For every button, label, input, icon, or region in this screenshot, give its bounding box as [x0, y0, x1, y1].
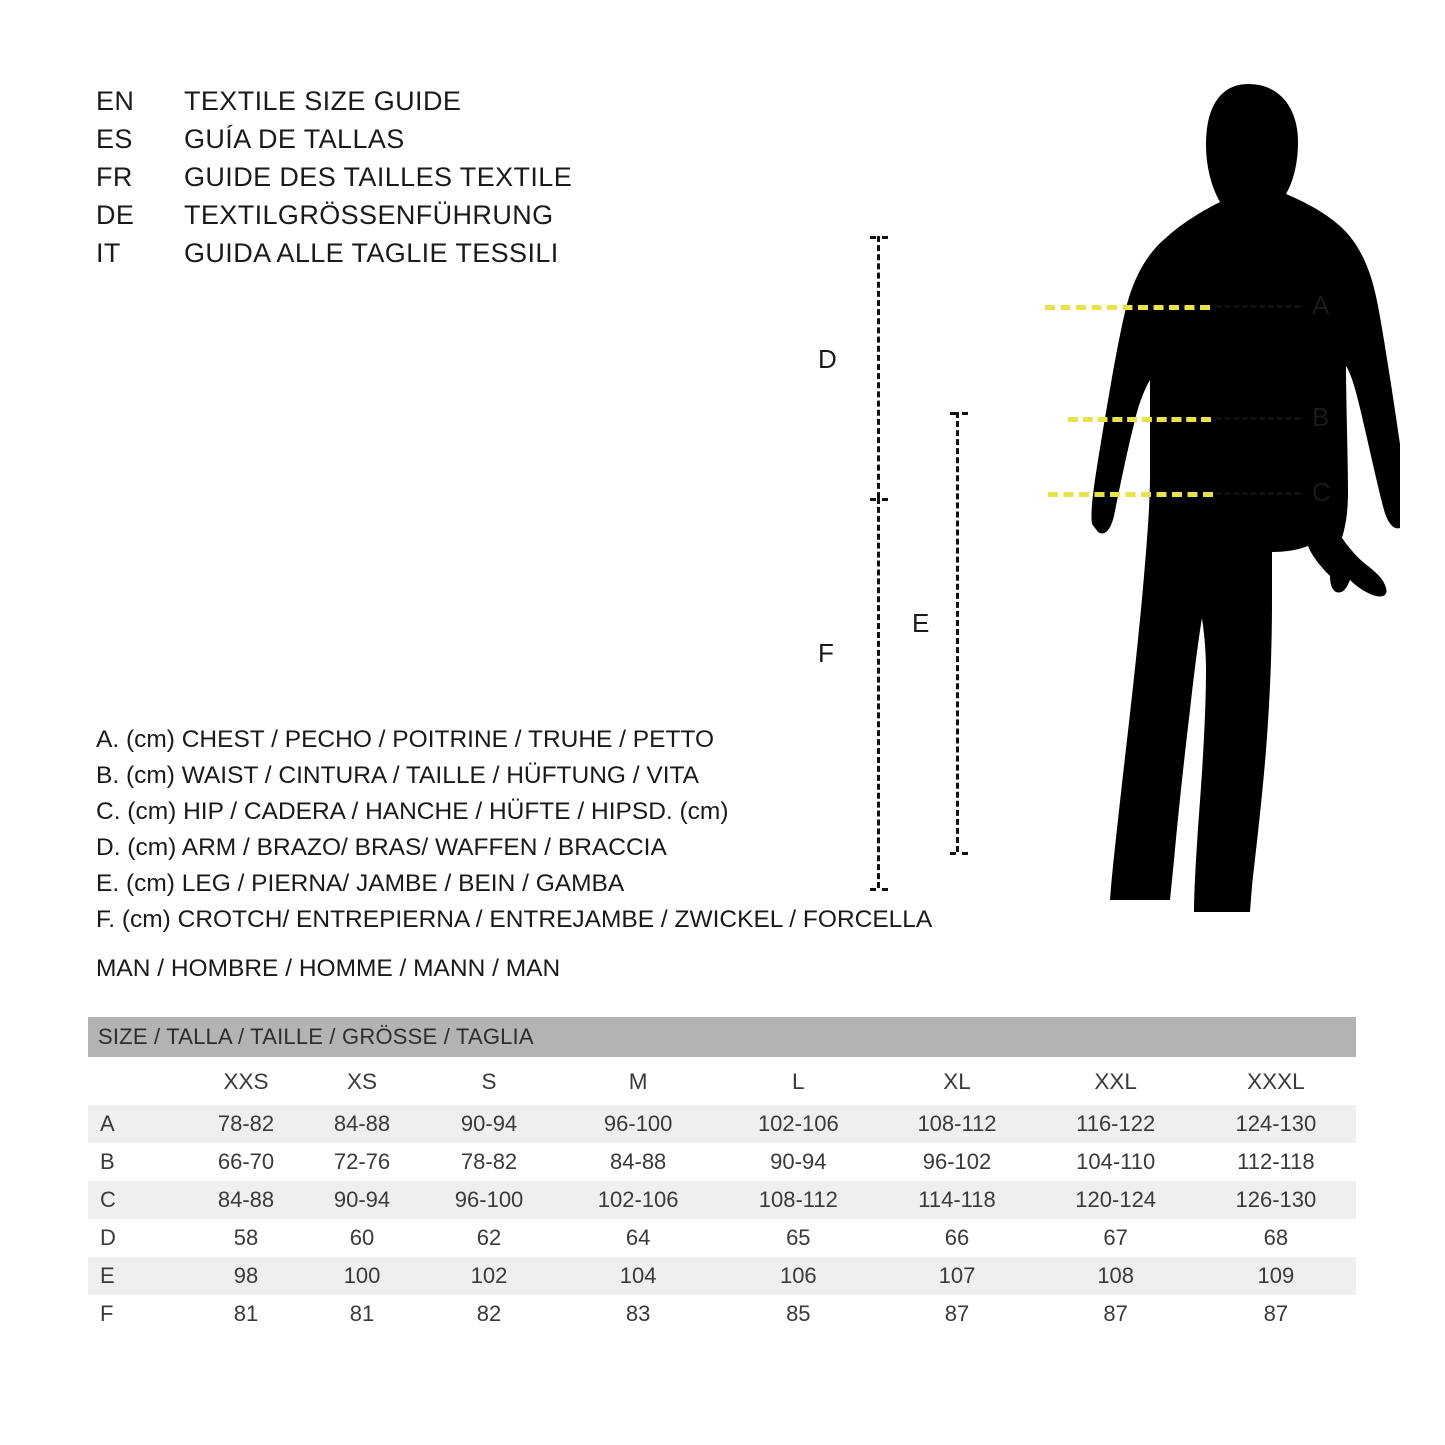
legend-item-b: B. (cm) WAIST / CINTURA / TAILLE / HÜFTUNG / VITA [96, 762, 700, 789]
cell: 98 [188, 1257, 304, 1295]
arm-bracket-line [877, 236, 880, 498]
row-label: A [88, 1105, 188, 1143]
title-text: TEXTILE SIZE GUIDE [184, 86, 462, 116]
legend-item-e: E. (cm) LEG / PIERNA/ JAMBE / BEIN / GAMBA [96, 870, 625, 897]
cell: 116-122 [1036, 1105, 1196, 1143]
title-text: GUÍA DE TALLAS [184, 124, 405, 154]
row-label: D [88, 1219, 188, 1257]
title-text: GUIDA ALLE TAGLIE TESSILI [184, 238, 559, 268]
cell: 87 [878, 1295, 1035, 1333]
title-lang-code: EN [96, 86, 135, 116]
cell: 81 [188, 1295, 304, 1333]
cell: 120-124 [1036, 1181, 1196, 1219]
leg-bracket-top-cap [950, 412, 968, 415]
label-d: D [818, 344, 837, 374]
cell: 66-70 [188, 1143, 304, 1181]
cell: 126-130 [1196, 1181, 1356, 1219]
gender-label: MAN / HOMBRE / HOMME / MANN / MAN [96, 955, 561, 982]
cell: 84-88 [558, 1143, 718, 1181]
label-a: A [1312, 290, 1330, 320]
leg-bracket-line [956, 412, 959, 852]
cell: 87 [1196, 1295, 1356, 1333]
size-table-band-label: SIZE / TALLA / TAILLE / GRÖSSE / TAGLIA [88, 1017, 1356, 1057]
title-row [96, 200, 736, 238]
cell: 90-94 [420, 1105, 558, 1143]
title-text: TEXTILGRÖSSENFÜHRUNG [184, 200, 554, 230]
table-row [88, 1143, 1356, 1181]
column-header-m: M [558, 1057, 718, 1105]
column-header-l: L [718, 1057, 878, 1105]
cell: 66 [878, 1219, 1035, 1257]
cell: 96-102 [878, 1143, 1035, 1181]
cell: 87 [1036, 1295, 1196, 1333]
title-lang-code: DE [96, 200, 135, 230]
title-row [96, 238, 736, 276]
column-header-xxxl: XXXL [1196, 1057, 1356, 1105]
title-row [96, 124, 736, 162]
cell: 58 [188, 1219, 304, 1257]
legend-item-c: C. (cm) HIP / CADERA / HANCHE / HÜFTE / HIPSD. (cm) [96, 798, 729, 825]
cell: 106 [718, 1257, 878, 1295]
table-row [88, 1181, 1356, 1219]
title-row [96, 86, 736, 124]
waist-leader-line [1216, 417, 1300, 420]
title-row [96, 162, 736, 200]
cell: 78-82 [420, 1143, 558, 1181]
cell: 114-118 [878, 1181, 1035, 1219]
table-row [88, 1295, 1356, 1333]
cell: 108-112 [718, 1181, 878, 1219]
label-c: C [1312, 477, 1331, 507]
man-silhouette-icon [980, 60, 1400, 960]
label-b: B [1312, 402, 1330, 432]
cell: 102-106 [558, 1181, 718, 1219]
cell: 65 [718, 1219, 878, 1257]
measurement-legend [96, 722, 933, 938]
legend-item-a: A. (cm) CHEST / PECHO / POITRINE / TRUHE / PETTO [96, 726, 715, 753]
cell: 68 [1196, 1219, 1356, 1257]
legend-item-d: D. (cm) ARM / BRAZO/ BRAS/ WAFFEN / BRACCIA [96, 834, 667, 861]
label-e: E [912, 608, 930, 638]
cell: 108-112 [878, 1105, 1035, 1143]
column-header-xl: XL [878, 1057, 1035, 1105]
title-lang-code: ES [96, 124, 133, 154]
hip-measure-line [1048, 492, 1213, 497]
size-table-header-row [88, 1057, 1356, 1105]
cell: 83 [558, 1295, 718, 1333]
chest-measure-line [1045, 305, 1210, 310]
table-row [88, 1105, 1356, 1143]
cell: 104-110 [1036, 1143, 1196, 1181]
cell: 112-118 [1196, 1143, 1356, 1181]
leg-bracket-bottom-cap [950, 852, 968, 855]
row-label: C [88, 1181, 188, 1219]
cell: 108 [1036, 1257, 1196, 1295]
cell: 82 [420, 1295, 558, 1333]
cell: 78-82 [188, 1105, 304, 1143]
cell: 84-88 [304, 1105, 420, 1143]
waist-measure-line [1068, 417, 1211, 422]
hip-leader-line [1216, 492, 1300, 495]
arm-bracket-top-cap [870, 236, 888, 239]
cell: 96-100 [420, 1181, 558, 1219]
cell: 60 [304, 1219, 420, 1257]
cell: 102 [420, 1257, 558, 1295]
row-label: E [88, 1257, 188, 1295]
title-text: GUIDE DES TAILLES TEXTILE [184, 162, 573, 192]
cell: 100 [304, 1257, 420, 1295]
row-label-header [88, 1057, 188, 1105]
cell: 67 [1036, 1219, 1196, 1257]
cell: 104 [558, 1257, 718, 1295]
row-label: B [88, 1143, 188, 1181]
cell: 84-88 [188, 1181, 304, 1219]
cell: 90-94 [304, 1181, 420, 1219]
title-lang-code: IT [96, 238, 121, 268]
cell: 102-106 [718, 1105, 878, 1143]
size-table [88, 1017, 1356, 1333]
cell: 72-76 [304, 1143, 420, 1181]
cell: 107 [878, 1257, 1035, 1295]
column-header-xs: XS [304, 1057, 420, 1105]
column-header-s: S [420, 1057, 558, 1105]
cell: 62 [420, 1219, 558, 1257]
title-lang-code: FR [96, 162, 133, 192]
cell: 124-130 [1196, 1105, 1356, 1143]
table-row [88, 1257, 1356, 1295]
cell: 109 [1196, 1257, 1356, 1295]
legend-item-f: F. (cm) CROTCH/ ENTREPIERNA / ENTREJAMBE / ZWICKEL / FORCELLA [96, 906, 933, 933]
cell: 90-94 [718, 1143, 878, 1181]
size-table-wrapper [88, 1017, 1356, 1333]
cell: 81 [304, 1295, 420, 1333]
column-header-xxl: XXL [1036, 1057, 1196, 1105]
table-row [88, 1219, 1356, 1257]
size-table-band [88, 1017, 1356, 1057]
measurement-figure [820, 60, 1400, 960]
column-header-xxs: XXS [188, 1057, 304, 1105]
label-f: F [818, 638, 834, 668]
language-title-block [96, 86, 736, 276]
row-label: F [88, 1295, 188, 1333]
cell: 64 [558, 1219, 718, 1257]
chest-leader-line [1216, 305, 1300, 308]
cell: 96-100 [558, 1105, 718, 1143]
cell: 85 [718, 1295, 878, 1333]
